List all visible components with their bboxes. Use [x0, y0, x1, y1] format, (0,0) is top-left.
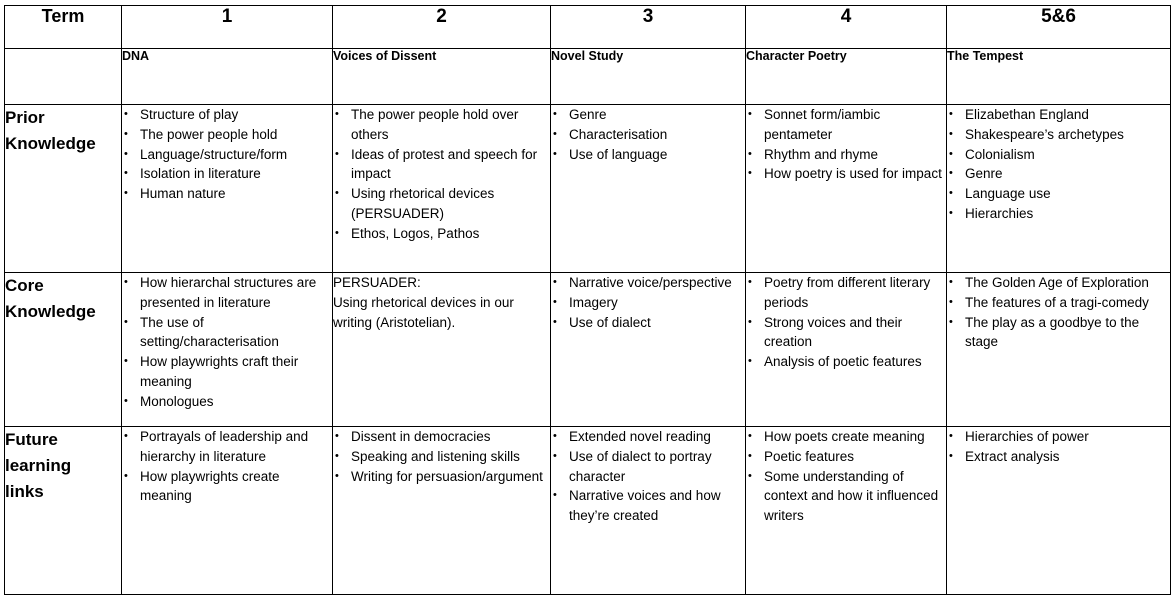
topic-term-3: Novel Study: [551, 49, 746, 105]
bullet-list: [947, 105, 1170, 224]
core-knowledge-row: [5, 273, 1171, 427]
bullet-list: [947, 273, 1170, 352]
row-label-line: Prior: [5, 108, 45, 127]
bullet-item: • The play as a goodbye to the stage: [947, 313, 1170, 353]
bullet-item: • Shakespeare’s archetypes: [947, 125, 1170, 145]
term-4-header: 4: [746, 6, 947, 49]
topic-term-2: Voices of Dissent: [333, 49, 551, 105]
bullet-list: [746, 105, 946, 184]
bullet-item: • Use of language: [551, 145, 745, 165]
term-3-header: 3: [551, 6, 746, 49]
bullet-item: • Narrative voices and how they’re created: [551, 486, 745, 526]
bullet-list: [746, 273, 946, 372]
bullet-item: • Speaking and listening skills: [333, 447, 550, 467]
bullet-list: [122, 105, 332, 204]
bullet-item: • Poetic features: [746, 447, 946, 467]
future-term-5-6: [947, 427, 1171, 595]
topic-term-1: DNA: [122, 49, 333, 105]
row-label-line: Future: [5, 430, 58, 449]
prior-term-5-6: [947, 105, 1171, 273]
row-label-line: learning: [5, 456, 72, 475]
row-label-line: Core: [5, 276, 44, 295]
bullet-list: [551, 273, 745, 332]
bullet-list: [551, 427, 745, 526]
bullet-item: • The features of a tragi-comedy: [947, 293, 1170, 313]
bullet-list: [333, 427, 550, 486]
bullet-item: • Imagery: [551, 293, 745, 313]
bullet-list: [551, 105, 745, 164]
bullet-item: • Human nature: [122, 184, 332, 204]
curriculum-table: [4, 5, 1171, 595]
bullet-list: [333, 105, 550, 244]
core-term-2-text: PERSUADER: Using rhetorical devices in our writing (Aristotelian).: [333, 275, 514, 330]
prior-term-1: [122, 105, 333, 273]
bullet-item: • Portrayals of leadership and hierarchy in literature: [122, 427, 332, 467]
prior-knowledge-row: [5, 105, 1171, 273]
bullet-item: • The use of setting/characterisation: [122, 313, 332, 353]
row-label-core-knowledge: [5, 273, 122, 427]
topic-term-4: Character Poetry: [746, 49, 947, 105]
future-learning-row: [5, 427, 1171, 595]
bullet-item: • Extended novel reading: [551, 427, 745, 447]
bullet-item: • Analysis of poetic features: [746, 352, 946, 372]
topic-row: [5, 49, 1171, 105]
row-label-line: links: [5, 482, 44, 501]
bullet-item: • How poets create meaning: [746, 427, 946, 447]
row-label-future-learning-links: [5, 427, 122, 595]
bullet-item: • Poetry from different literary periods: [746, 273, 946, 313]
term-1-header: 1: [122, 6, 333, 49]
bullet-item: • Structure of play: [122, 105, 332, 125]
empty-label-cell: [5, 49, 122, 105]
bullet-item: • Hierarchies of power: [947, 427, 1170, 447]
bullet-item: • Genre: [947, 164, 1170, 184]
row-label-line: Knowledge: [5, 302, 96, 321]
bullet-item: • Writing for persuasion/argument: [333, 467, 550, 487]
bullet-item: • Use of dialect: [551, 313, 745, 333]
bullet-item: • How poetry is used for impact: [746, 164, 946, 184]
prior-term-2: [333, 105, 551, 273]
term-5-6-header: 5&6: [947, 6, 1171, 49]
bullet-item: • Language/structure/form: [122, 145, 332, 165]
bullet-list: [746, 427, 946, 526]
bullet-item: • Strong voices and their creation: [746, 313, 946, 353]
prior-term-3: [551, 105, 746, 273]
future-term-4: [746, 427, 947, 595]
bullet-item: • The power people hold: [122, 125, 332, 145]
bullet-item: • Rhythm and rhyme: [746, 145, 946, 165]
bullet-item: • Some understanding of context and how it influenced writers: [746, 467, 946, 526]
core-term-2: [333, 273, 551, 427]
row-label-prior-knowledge: [5, 105, 122, 273]
bullet-list: [122, 273, 332, 412]
bullet-item: • Sonnet form/iambic pentameter: [746, 105, 946, 145]
bullet-item: • Ethos, Logos, Pathos: [333, 224, 550, 244]
core-term-5-6: [947, 273, 1171, 427]
bullet-item: • Language use: [947, 184, 1170, 204]
bullet-item: • Hierarchies: [947, 204, 1170, 224]
bullet-item: • Monologues: [122, 392, 332, 412]
bullet-list: [122, 427, 332, 506]
bullet-item: • Characterisation: [551, 125, 745, 145]
bullet-item: • Genre: [551, 105, 745, 125]
bullet-item: • The power people hold over others: [333, 105, 550, 145]
bullet-item: • Use of dialect to portray character: [551, 447, 745, 487]
core-term-3: [551, 273, 746, 427]
topic-term-5-6: The Tempest: [947, 49, 1171, 105]
prior-term-4: [746, 105, 947, 273]
bullet-item: • Elizabethan England: [947, 105, 1170, 125]
bullet-item: • Narrative voice/perspective: [551, 273, 745, 293]
bullet-item: • How playwrights create meaning: [122, 467, 332, 507]
bullet-item: • Isolation in literature: [122, 164, 332, 184]
future-term-3: [551, 427, 746, 595]
header-row: [5, 6, 1171, 49]
bullet-list: [947, 427, 1170, 467]
bullet-item: • Extract analysis: [947, 447, 1170, 467]
core-term-4: [746, 273, 947, 427]
bullet-item: • Using rhetorical devices (PERSUADER): [333, 184, 550, 224]
bullet-item: • How hierarchal structures are presented in literature: [122, 273, 332, 313]
core-term-1: [122, 273, 333, 427]
bullet-item: • Dissent in democracies: [333, 427, 550, 447]
bullet-item: • The Golden Age of Exploration: [947, 273, 1170, 293]
row-label-line: Knowledge: [5, 134, 96, 153]
bullet-item: • Ideas of protest and speech for impact: [333, 145, 550, 185]
bullet-item: • How playwrights craft their meaning: [122, 352, 332, 392]
bullet-item: • Colonialism: [947, 145, 1170, 165]
future-term-1: [122, 427, 333, 595]
term-2-header: 2: [333, 6, 551, 49]
term-header: Term: [5, 6, 122, 49]
future-term-2: [333, 427, 551, 595]
